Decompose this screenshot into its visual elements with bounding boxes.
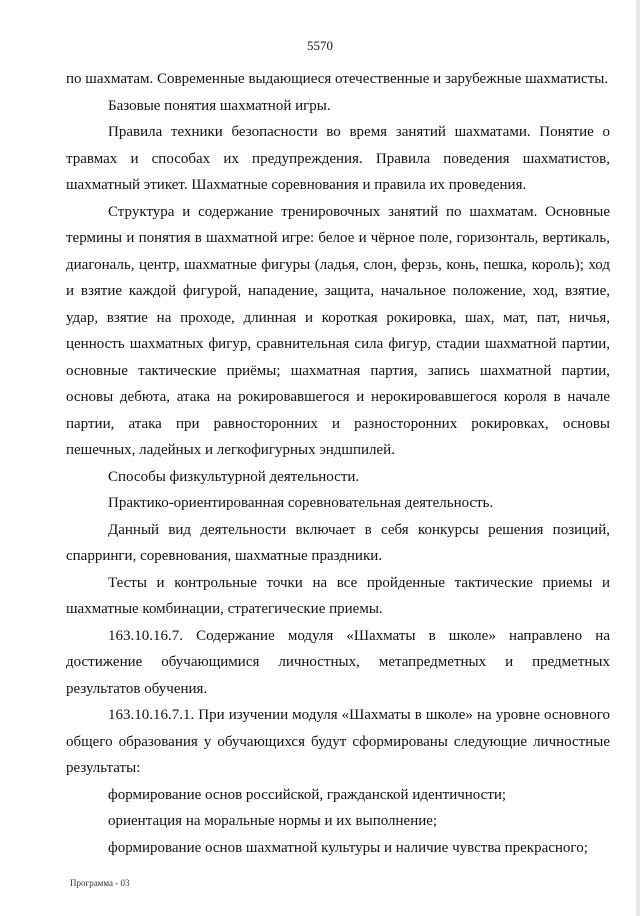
list-item-chess-culture: формирование основ шахматной культуры и наличие чувства прекрасного;	[108, 839, 588, 856]
paragraph-training-structure: Структура и содержание тренировочных занятий по шахматам. Основные термины и понятия в шахматной игре: белое и чёрное поле, горизонталь, вертикаль, диагональ, центр, шахматные фигуры (ладья, слон, ферзь, конь, пешка, король); ход и взятие каждой фигурой, нападение, защита, начальное положение, ход, взятие, удар, взятие на проходе, длинная и короткая рокировка, шах, мат, пат, ничья, ценность шахматных фигур, сравнительная сила фигур, стадии шахматной партии, основные тактические приёмы; шахматная партия, запись шахматной партии, основы дебюта, атака на рокировавшегося и нерокировавшегося короля в начале партии, атака при равносторонних и разносторонних рокировках, основы пешечных, ладейных и легкофигурных эндшпилей.	[66, 203, 610, 458]
footer-label: Программа - 03	[70, 878, 130, 888]
paragraph-tests: Тесты и контрольные точки на все пройденные тактические приемы и шахматные комбинации, стратегические приемы.	[66, 574, 610, 617]
list-item-moral-norms: ориентация на моральные нормы и их выполнение;	[108, 813, 438, 829]
paragraph-continuation: по шахматам. Современные выдающиеся отечественные и зарубежные шахматисты.	[66, 71, 609, 87]
paragraph-safety-rules: Правила техники безопасности во время занятий шахматами. Понятие о травмах и способах их предупреждения. Правила поведения шахматистов, шахматный этикет. Шахматные соревнования и правила их проведения.	[66, 124, 610, 193]
list-item-identity: формирование основ российской, гражданской идентичности;	[108, 786, 507, 803]
paragraph-activity-includes: Данный вид деятельности включает в себя конкурсы решения позиций, спарринги, соревнования, шахматные праздники.	[66, 521, 610, 564]
paragraph-competitive-activity: Практико-ориентированная соревновательная деятельность.	[108, 495, 494, 511]
paragraph-basic-concepts: Базовые понятия шахматной игры.	[108, 97, 331, 114]
paragraph-activity-methods: Способы физкультурной деятельности.	[108, 468, 360, 485]
body-text	[66, 66, 610, 861]
paragraph-section-163-10-16-7: 163.10.16.7. Содержание модуля «Шахматы в школе» направлено на достижение обучающимися личностных, метапредметных и предметных результатов обучения.	[66, 627, 610, 697]
page-number: 5570	[307, 38, 333, 53]
scan-edge	[636, 0, 640, 916]
paragraph-section-163-10-16-7-1: 163.10.16.7.1. При изучении модуля «Шахматы в школе» на уровне основного общего образования у обучающихся будут сформированы следующие личностные результаты:	[66, 707, 610, 776]
